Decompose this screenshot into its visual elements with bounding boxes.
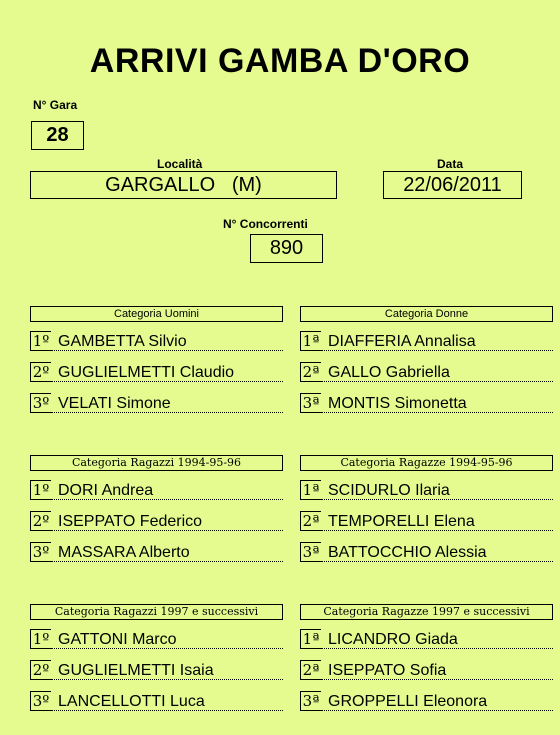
podium-row (300, 542, 553, 562)
rank-label: 1º (30, 480, 51, 500)
rank-label: 2ª (300, 660, 321, 680)
athlete-name: VELATI Simone (58, 395, 171, 412)
gara-value: 28 (31, 121, 84, 150)
rank-label: 3ª (300, 393, 321, 413)
dotted-underline (321, 350, 553, 351)
dotted-underline (321, 530, 553, 531)
athlete-name: ISEPPATO Sofia (328, 662, 447, 679)
athlete-name: GROPPELLI Eleonora (328, 693, 488, 710)
athlete-name: TEMPORELLI Elena (328, 513, 475, 530)
rank-label: 2º (30, 511, 51, 531)
rank-label: 3ª (300, 542, 321, 562)
podium-row (300, 362, 553, 382)
category-header-right: Categoria Ragazze 1994-95-96 (300, 455, 553, 471)
dotted-underline (321, 679, 553, 680)
podium-row (300, 691, 553, 711)
rank-label: 3ª (300, 691, 321, 711)
concorrenti-label: N° Concorrenti (223, 217, 308, 231)
dotted-underline (51, 381, 283, 382)
dotted-underline (321, 412, 553, 413)
podium-row (300, 480, 553, 500)
athlete-name: MASSARA Alberto (58, 544, 190, 561)
dotted-underline (51, 412, 283, 413)
athlete-name: GAMBETTA Silvio (58, 333, 187, 350)
athlete-name: DIAFFERIA Annalisa (328, 333, 476, 350)
athlete-name: LANCELLOTTI Luca (58, 693, 205, 710)
concorrenti-value: 890 (250, 234, 323, 263)
localita-label: Località (157, 157, 203, 171)
podium-row (30, 691, 283, 711)
gara-label: N° Gara (33, 98, 78, 112)
dotted-underline (321, 499, 553, 500)
dotted-underline (51, 710, 283, 711)
dotted-underline (51, 679, 283, 680)
athlete-name: GUGLIELMETTI Claudio (58, 364, 235, 381)
podium-row (30, 393, 283, 413)
category-header-right: Categoria Ragazze 1997 e successivi (300, 604, 553, 620)
dotted-underline (51, 530, 283, 531)
page-title: ARRIVI GAMBA D'ORO (89, 42, 471, 80)
rank-label: 1ª (300, 629, 321, 649)
data-value: 22/06/2011 (383, 171, 522, 199)
rank-label: 1º (30, 331, 51, 351)
rank-label: 1ª (300, 331, 321, 351)
dotted-underline (51, 648, 283, 649)
podium-row (300, 393, 553, 413)
dotted-underline (51, 350, 283, 351)
podium-row (300, 331, 553, 351)
podium-row (300, 511, 553, 531)
rank-label: 2ª (300, 362, 321, 382)
category-header-left: Categoria Ragazzi 1994-95-96 (30, 455, 283, 471)
category-header-left: Categoria Uomini (30, 306, 283, 322)
localita-value: GARGALLO (M) (30, 171, 337, 199)
dotted-underline (321, 381, 553, 382)
podium-row (30, 629, 283, 649)
athlete-name: MONTIS Simonetta (328, 395, 467, 412)
dotted-underline (321, 561, 553, 562)
athlete-name: GUGLIELMETTI Isaia (58, 662, 214, 679)
rank-label: 3º (30, 691, 51, 711)
category-header-left: Categoria Ragazzi 1997 e successivi (30, 604, 283, 620)
athlete-name: SCIDURLO Ilaria (328, 482, 450, 499)
athlete-name: GATTONI Marco (58, 631, 177, 648)
podium-row (300, 660, 553, 680)
athlete-name: LICANDRO Giada (328, 631, 458, 648)
dotted-underline (51, 499, 283, 500)
podium-row (30, 542, 283, 562)
podium-row (300, 629, 553, 649)
rank-label: 2º (30, 660, 51, 680)
rank-label: 3º (30, 542, 51, 562)
athlete-name: GALLO Gabriella (328, 364, 450, 381)
athlete-name: DORI Andrea (58, 482, 154, 499)
podium-row (30, 331, 283, 351)
podium-row (30, 511, 283, 531)
category-header-right: Categoria Donne (300, 306, 553, 322)
rank-label: 3º (30, 393, 51, 413)
athlete-name: ISEPPATO Federico (58, 513, 203, 530)
dotted-underline (321, 710, 553, 711)
podium-row (30, 480, 283, 500)
rank-label: 1º (30, 629, 51, 649)
rank-label: 1ª (300, 480, 321, 500)
rank-label: 2ª (300, 511, 321, 531)
athlete-name: BATTOCCHIO Alessia (328, 544, 487, 561)
podium-row (30, 660, 283, 680)
data-label: Data (437, 157, 464, 171)
podium-row (30, 362, 283, 382)
rank-label: 2º (30, 362, 51, 382)
dotted-underline (51, 561, 283, 562)
dotted-underline (321, 648, 553, 649)
